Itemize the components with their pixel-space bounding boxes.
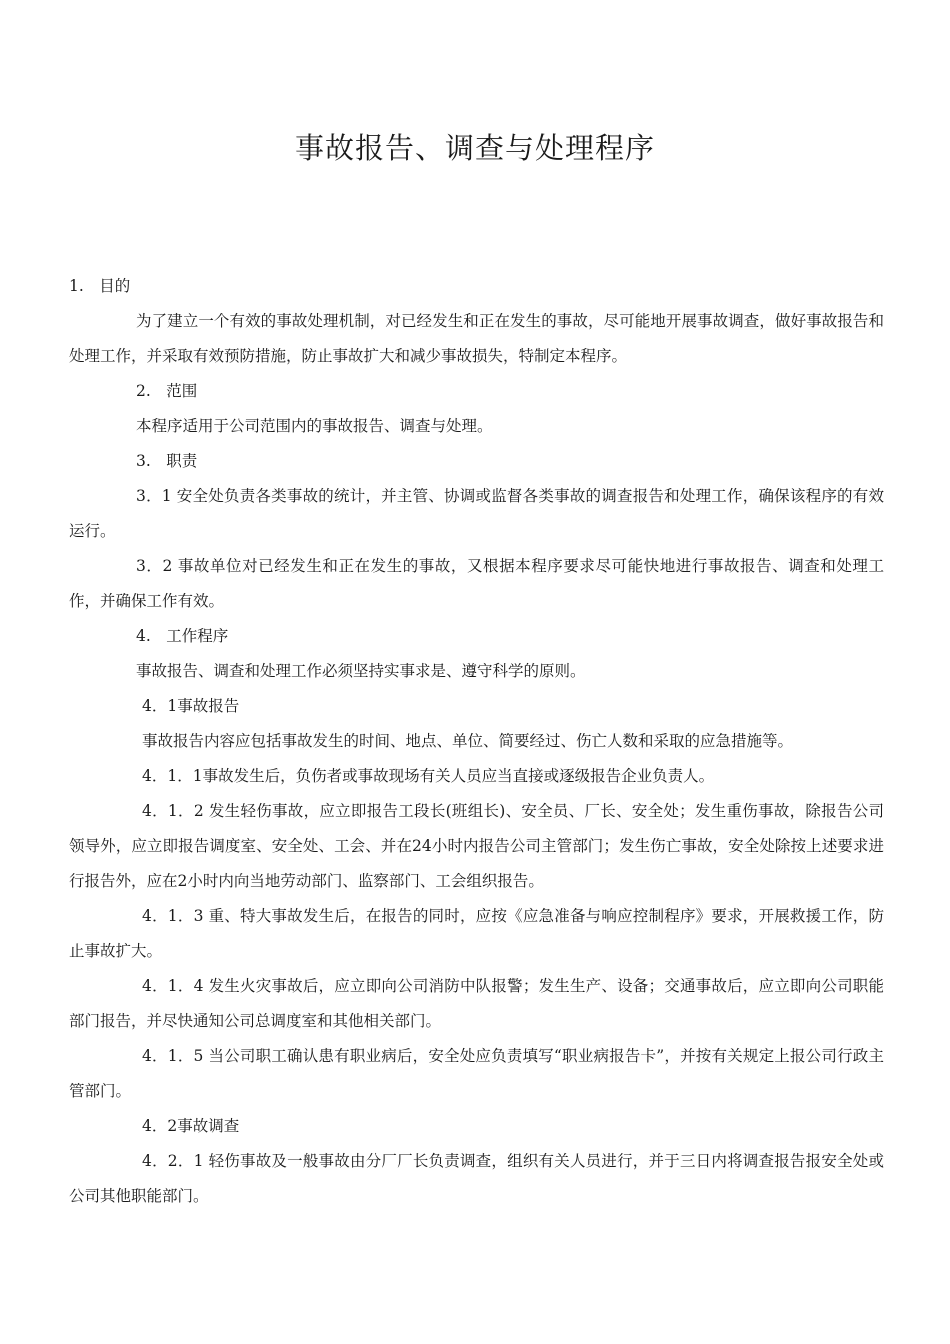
purpose-paragraph: 为了建立一个有效的事故处理机制，对已经发生和正在发生的事故，尽可能地开展事故调查，做好事故报告和处理工作，并采取有效预防措施，防止事故扩大和减少事故损失，特制定本程序。 (69, 312, 884, 365)
section-heading-scope: 2. 范围 (136, 382, 198, 400)
procedure-principle-paragraph: 事故报告、调查和处理工作必须坚持实事求是、遵守科学的原则。 (136, 662, 586, 680)
section-heading-procedure: 4. 工作程序 (136, 627, 229, 645)
clause-4-1-4-paragraph: 4．1．4 发生火灾事故后，应立即向公司消防中队报警；发生生产、设备；交通事故后，应立即向公司职能部门报告，并尽快通知公司总调度室和其他相关部门。 (69, 977, 884, 1030)
clause-4-1-3-paragraph: 4．1．3 重、特大事故发生后，在报告的同时，应按《应急准备与响应控制程序》要求，开展救援工作，防止事故扩大。 (69, 907, 884, 960)
clause-4-1-1-paragraph: 4．1．1事故发生后，负伤者或事故现场有关人员应当直接或逐级报告企业负责人。 (142, 767, 715, 785)
subsection-heading-accident-report: 4．1事故报告 (142, 697, 240, 715)
clause-4-1-2-paragraph: 4．1．2 发生轻伤事故，应立即报告工段长(班组长)、安全员、厂长、安全处；发生重伤事故，除报告公司领导外，应立即报告调度室、安全处、工会、并在24小时内报告公司主管部门；发生伤亡事故，安全处除按上述要求进行报告外，应在2小时内向当地劳动部门、监察部门、工会组织报告。 (69, 802, 884, 890)
section-heading-purpose: 1. 目的 (69, 277, 131, 295)
clause-4-1-5-paragraph: 4．1．5 当公司职工确认患有职业病后，安全处应负责填写“职业病报告卡”，并按有关规定上报公司行政主管部门。 (69, 1047, 884, 1100)
subsection-heading-accident-investigation: 4．2事故调查 (142, 1117, 240, 1135)
duty-3-2-paragraph: 3．2 事故单位对已经发生和正在发生的事故，又根据本程序要求尽可能快地进行事故报告、调查和处理工作，并确保工作有效。 (69, 557, 884, 610)
duty-3-1-paragraph: 3．1 安全处负责各类事故的统计，并主管、协调或监督各类事故的调查报告和处理工作，确保该程序的有效运行。 (69, 487, 884, 540)
report-content-paragraph: 事故报告内容应包括事故发生的时间、地点、单位、简要经过、伤亡人数和采取的应急措施等。 (142, 732, 794, 750)
section-heading-duties: 3. 职责 (136, 452, 198, 470)
document-title: 事故报告、调查与处理程序 (294, 131, 655, 165)
clause-4-2-1-paragraph: 4．2．1 轻伤事故及一般事故由分厂厂长负责调查，组织有关人员进行，并于三日内将调查报告报安全处或公司其他职能部门。 (69, 1152, 884, 1205)
scope-paragraph: 本程序适用于公司范围内的事故报告、调查与处理。 (136, 417, 493, 435)
